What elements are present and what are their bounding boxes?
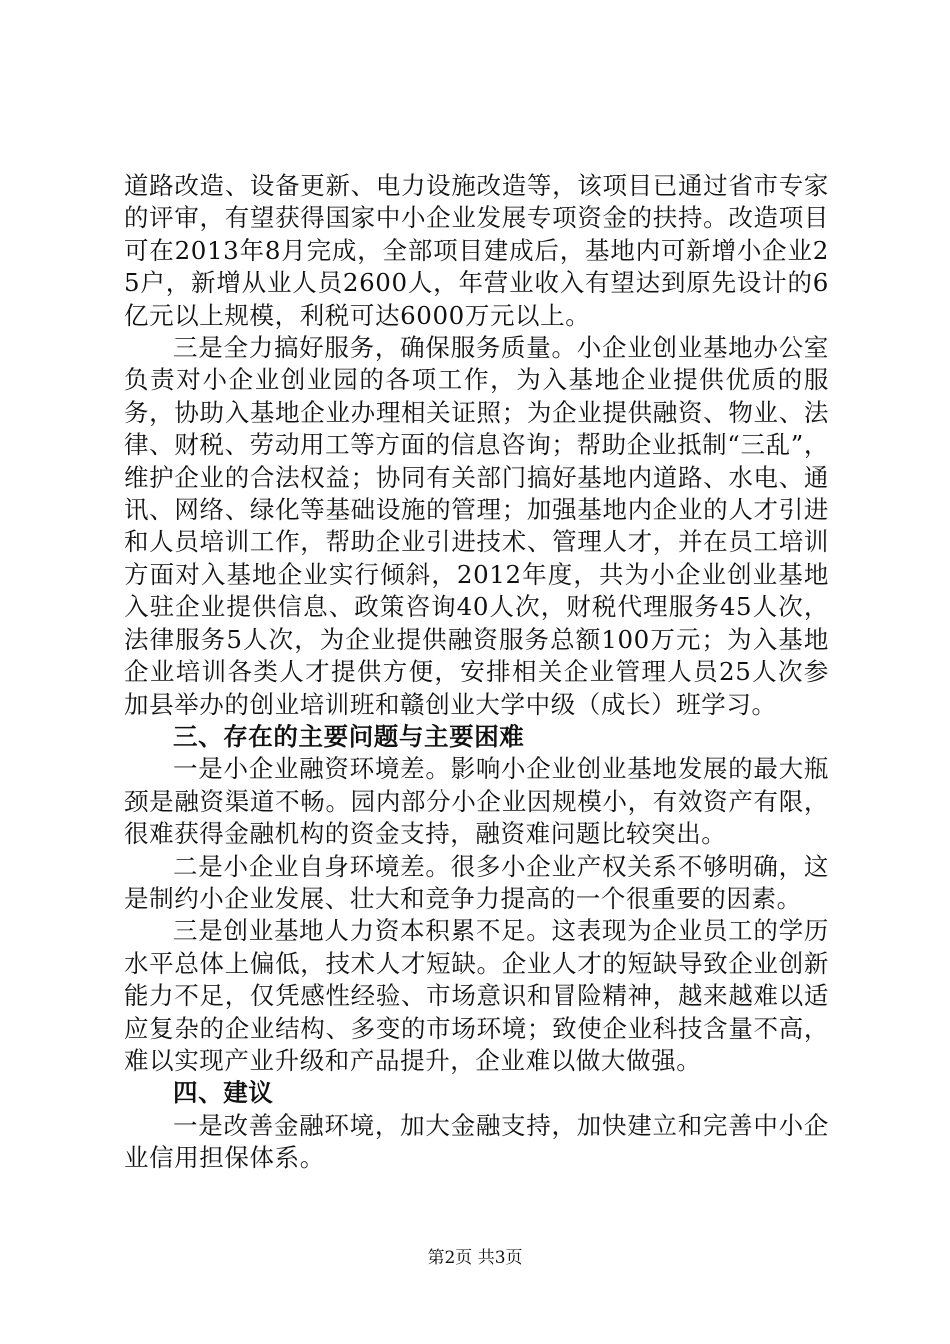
- section-heading-problems: 三、存在的主要问题与主要困难: [173, 721, 525, 751]
- document-body: [124, 170, 829, 1175]
- paragraph-self-environment-problem: 二是小企业自身环境差。很多小企业产权关系不够明确，这是制约小企业发展、壮大和竞争力提高的一个很重要的因素。: [124, 851, 829, 913]
- paragraph-continuation: 道路改造、设备更新、电力设施改造等，该项目已通过省市专家的评审，有望获得国家中小企业发展专项资金的扶持。改造项目可在2013年8月完成，全部项目建成后，基地内可新增小企业25户，新增从业人员2600人，年营业收入有望达到原先设计的6亿元以上规模，利税可达6000万元以上。: [124, 171, 829, 330]
- section-heading-suggestions: 四、建议: [173, 1078, 274, 1108]
- paragraph-human-capital-problem: 三是创业基地人力资本积累不足。这表现为企业员工的学历水平总体上偏低，技术人才短缺。企业人才的短缺导致企业创新能力不足，仅凭感性经验、市场意识和冒险精神，越来越难以适应复杂的企业结构、多变的市场环境；致使企业科技含量不高，难以实现产业升级和产品提升，企业难以做大做强。: [124, 916, 829, 1075]
- paragraph-financial-suggestion: 一是改善金融环境，加大金融支持，加快建立和完善中小企业信用担保体系。: [124, 1110, 829, 1173]
- paragraph-financing-problem: 一是小企业融资环境差。影响小企业创业基地发展的最大瓶颈是融资渠道不畅。园内部分小企业因规模小，有效资产有限，很难获得金融机构的资金支持，融资难问题比较突出。: [124, 754, 829, 849]
- paragraph-service-quality: 三是全力搞好服务，确保服务质量。小企业创业基地办公室负责对小企业创业园的各项工作，为入基地企业提供优质的服务，协助入基地企业办理相关证照；为企业提供融资、物业、法律、财税、劳动用工等方面的信息咨询；帮助企业抵制“三乱”，维护企业的合法权益；协同有关部门搞好基地内道路、水电、通讯、网络、绿化等基础设施的管理；加强基地内企业的人才引进和人员培训工作，帮助企业引进技术、管理人才，并在员工培训方面对入基地企业实行倾斜，2012年度，共为小企业创业基地入驻企业提供信息、政策咨询40人次，财税代理服务45人次，法律服务5人次，为企业提供融资服务总额100万元；为入基地企业培训各类人才提供方便，安排相关企业管理人员25人次参加县举办的创业培训班和赣创业大学中级（成长）班学习。: [124, 333, 829, 719]
- page-number-footer: 第2页 共3页: [427, 1248, 523, 1268]
